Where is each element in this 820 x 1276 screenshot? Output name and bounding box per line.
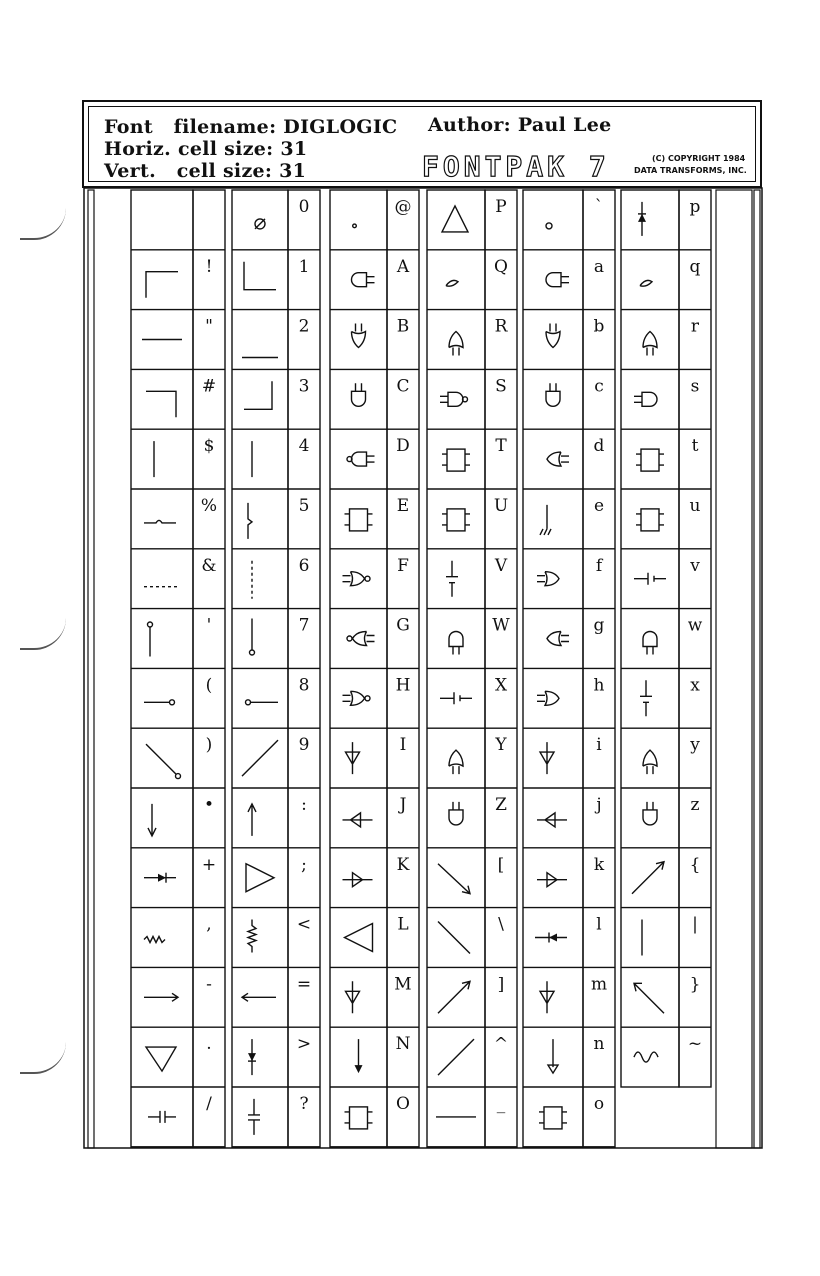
glyph-symbol-or-up	[449, 332, 463, 356]
glyph-symbol-diode-left	[535, 933, 567, 943]
glyph-character: <	[296, 914, 312, 935]
glyph-character: 9	[298, 735, 310, 756]
glyph-symbol-arrow-left	[242, 993, 276, 1001]
glyph-character: v	[690, 555, 700, 576]
glyph-symbol-buffer-left-open	[537, 813, 567, 827]
glyph-character: :	[301, 795, 307, 815]
glyph-character: q	[689, 256, 701, 277]
glyph-symbol-xor-left	[547, 632, 569, 646]
glyph-character: t	[691, 436, 699, 457]
glyph-character: &	[201, 555, 217, 576]
glyph-character: ]	[497, 974, 505, 995]
glyph-symbol-diag-arrow-up	[632, 862, 664, 894]
glyph-symbol-and-down	[449, 802, 463, 825]
glyph-character: 4	[298, 436, 310, 457]
glyph-symbol-flipflop	[345, 509, 373, 531]
symbol-column	[621, 190, 679, 1087]
glyph-symbol-probe-left	[246, 700, 279, 705]
glyph-character: F	[397, 555, 409, 576]
glyph-symbol-nor-right	[343, 572, 371, 586]
glyph-character: #	[201, 376, 217, 397]
glyph-character: I	[399, 735, 407, 756]
glyph-symbol-diag-arrow-down	[438, 864, 470, 894]
glyph-symbol-corner-bl	[244, 262, 276, 290]
glyph-character: R	[494, 316, 508, 337]
glyph-character: (	[205, 675, 213, 696]
horiz-cell-size: Horiz. cell size: 31	[104, 138, 308, 160]
glyph-symbol-arrow-down-open	[548, 1039, 558, 1073]
right-empty-column	[716, 190, 752, 1148]
glyph-character: 8	[298, 675, 310, 696]
glyph-symbol-battery-horizontal	[634, 573, 666, 585]
glyph-symbol-corner-br	[244, 381, 272, 409]
font-filename: Font filename: DIGLOGIC	[104, 116, 398, 138]
right-strip	[754, 190, 760, 1148]
glyph-character: ~	[687, 1034, 703, 1055]
glyph-symbol-amplifier-up	[442, 206, 468, 232]
copyright-line-2: DATA TRANSFORMS, INC.	[634, 166, 747, 175]
glyph-character: $	[203, 436, 215, 457]
glyph-character: 0	[298, 197, 310, 217]
glyph-symbol-xnor-left	[347, 632, 375, 646]
glyph-symbol-and-up	[449, 632, 463, 655]
glyph-character: r	[690, 316, 700, 337]
glyph-symbol-corner-tl	[146, 272, 178, 298]
glyph-symbol-and-down	[352, 383, 366, 406]
glyph-character: p	[689, 197, 701, 217]
glyph-character: 1	[298, 256, 310, 277]
glyph-character: Q	[494, 256, 508, 277]
glyph-symbol-diag-arrow-down-left	[634, 983, 664, 1013]
glyph-symbol-and-down-open	[643, 802, 657, 825]
glyph-symbol-resistor-zigzag	[144, 937, 165, 943]
glyph-symbol-battery-vertical	[640, 680, 652, 716]
glyph-character: o	[593, 1094, 605, 1114]
glyph-symbol-probe-right	[144, 700, 175, 705]
glyph-character: K	[396, 854, 410, 875]
glyph-character: /	[206, 1094, 212, 1114]
glyph-character: m	[590, 974, 608, 995]
glyph-character: }	[689, 974, 701, 995]
glyph-symbol-and-up-open	[643, 632, 657, 655]
glyph-character: ,	[206, 914, 212, 935]
glyph-character: +	[201, 854, 217, 875]
glyph-character: C	[396, 376, 410, 397]
glyph-symbol-resistor-vertical	[248, 920, 256, 953]
glyph-character: _	[496, 1094, 506, 1114]
glyph-character: ^	[493, 1034, 509, 1055]
glyph-symbol-buffer-right	[343, 873, 373, 887]
vert-cell-size: Vert. cell size: 31	[104, 160, 307, 182]
glyph-character: e	[593, 496, 605, 516]
fontpak-logo: FONTPAK 7	[422, 150, 610, 183]
glyph-character: )	[205, 735, 213, 756]
glyph-symbol-dot	[353, 224, 357, 228]
glyph-symbol-arrow-down	[148, 804, 156, 836]
glyph-character: "	[205, 316, 213, 337]
glyph-character: U	[493, 496, 509, 516]
glyph-character: {	[689, 854, 701, 875]
glyph-character: @	[394, 197, 412, 217]
glyph-symbol-buffer-left	[343, 813, 373, 827]
glyph-character: n	[593, 1034, 605, 1055]
glyph-symbol-diode-vertical	[248, 1039, 256, 1075]
glyph-symbol-or-up-open	[643, 332, 657, 356]
glyph-symbol-xor-up-open	[643, 750, 657, 774]
glyph-symbol-buffer-down	[346, 742, 360, 774]
glyph-symbol-buffer-up	[540, 742, 554, 774]
glyph-character: B	[396, 316, 410, 337]
glyph-character: i	[596, 735, 602, 756]
glyph-symbol-arrow-right	[144, 993, 178, 1001]
author: Author: Paul Lee	[428, 114, 612, 136]
glyph-character: j	[596, 795, 602, 815]
glyph-symbol-corner-tr	[146, 391, 176, 417]
glyph-character: X	[494, 675, 508, 696]
glyph-symbol-battery-vertical	[446, 561, 458, 597]
copyright-line-1: (C) COPYRIGHT 1984	[652, 154, 746, 163]
glyph-symbol-capacitor-vertical	[248, 1099, 260, 1135]
glyph-symbol-flipflop	[636, 449, 664, 471]
glyph-character: J	[399, 795, 407, 815]
glyph-symbol-capacitor	[148, 1111, 176, 1123]
glyph-character: 2	[298, 316, 310, 337]
glyph-character: Y	[495, 735, 507, 756]
glyph-symbol-probe-down	[148, 622, 153, 657]
glyph-character: s	[690, 376, 700, 397]
glyph-character: -	[206, 974, 212, 995]
glyph-character: =	[296, 974, 312, 995]
glyph-character: >	[296, 1034, 312, 1055]
glyph-symbol-flipflop	[345, 1107, 373, 1129]
glyph-symbol-buffer-up-small	[540, 981, 554, 1013]
glyph-character: g	[593, 615, 605, 636]
glyph-character: \	[498, 914, 504, 935]
glyph-symbol-diode-vertical-up	[638, 202, 646, 236]
glyph-symbol-amplifier-right	[246, 864, 274, 892]
glyph-character: c	[594, 376, 604, 397]
glyph-character: M	[394, 974, 412, 995]
glyph-character: O	[396, 1094, 410, 1114]
glyph-symbol-small-leaf	[640, 280, 652, 286]
glyph-character: y	[690, 735, 700, 756]
glyph-character: '	[206, 615, 212, 636]
glyph-character: !	[205, 256, 213, 277]
glyph-symbol-diag-up	[438, 1039, 474, 1075]
glyph-symbol-arrow-down-bold	[355, 1039, 363, 1073]
glyph-character: G	[396, 615, 410, 636]
glyph-character: S	[495, 376, 507, 397]
glyph-symbol-flipflop	[442, 509, 470, 531]
glyph-symbol-ground	[540, 505, 551, 535]
glyph-character: h	[593, 675, 605, 696]
glyph-character: d	[593, 436, 605, 457]
glyph-character: V	[494, 555, 508, 576]
glyph-character: f	[595, 555, 603, 576]
glyph-symbol-or-down	[352, 324, 366, 348]
glyph-character: l	[596, 914, 602, 935]
glyph-symbol-small-circle	[546, 223, 552, 229]
glyph-character: [	[497, 854, 505, 875]
glyph-character: w	[687, 615, 703, 636]
glyph-symbol-xor-up	[449, 750, 463, 774]
glyph-symbol-and-left	[352, 273, 375, 287]
glyph-symbol-buffer-down	[346, 981, 360, 1013]
glyph-symbol-diag-up	[242, 740, 278, 776]
glyph-symbol-flipflop	[636, 509, 664, 531]
glyph-character: x	[690, 675, 700, 696]
glyph-character: D	[396, 436, 410, 457]
glyph-character: E	[396, 496, 410, 516]
glyph-character: P	[495, 197, 507, 217]
glyph-symbol-arrow-up	[248, 804, 256, 836]
glyph-character: •	[203, 795, 215, 815]
glyph-symbol-and-right	[634, 392, 657, 406]
glyph-character: a	[593, 256, 605, 277]
glyph-symbol-null-circle	[255, 219, 265, 229]
glyph-character: N	[395, 1034, 411, 1055]
glyph-character: L	[397, 914, 409, 935]
glyph-symbol-or-right	[537, 572, 559, 586]
glyph-character: ;	[301, 854, 307, 875]
glyph-character: %	[200, 496, 218, 516]
glyph-symbol-sine	[634, 1052, 658, 1062]
glyph-character: .	[206, 1034, 212, 1055]
glyph-character: W	[492, 615, 510, 636]
glyph-symbol-diag-probe	[146, 744, 181, 779]
glyph-symbol-nand-right	[440, 392, 468, 406]
glyph-symbol-or-down-open	[546, 324, 560, 348]
glyph-symbol-xnor-right	[343, 691, 371, 705]
glyph-symbol-xor-right	[537, 691, 559, 705]
glyph-symbol-battery-horizontal	[440, 692, 472, 704]
glyph-symbol-triangle-down	[146, 1047, 176, 1071]
glyph-symbol-diag-arrow-up	[438, 981, 470, 1013]
glyph-symbol-flipflop	[539, 1107, 567, 1129]
glyph-symbol-amplifier-left	[345, 924, 373, 952]
glyph-character: b	[593, 316, 605, 337]
glyph-character: T	[495, 436, 507, 457]
glyph-character: 5	[298, 496, 310, 516]
glyph-character: Z	[495, 795, 507, 815]
glyph-symbol-or-left	[547, 452, 569, 466]
glyph-symbol-probe-up	[250, 619, 255, 656]
glyph-character: A	[396, 256, 410, 277]
glyph-symbol-and-left-open	[546, 273, 569, 287]
glyph-character: 7	[298, 615, 310, 636]
glyph-character: 3	[298, 376, 310, 397]
glyph-character: H	[395, 675, 411, 696]
glyph-symbol-brace	[248, 503, 252, 539]
glyph-symbol-diag-down	[438, 922, 470, 954]
glyph-symbol-resistor-small	[144, 520, 176, 523]
glyph-symbol-flipflop	[442, 449, 470, 471]
glyph-character: `	[594, 197, 604, 217]
glyph-character: k	[593, 854, 605, 875]
glyph-symbol-nand-left	[347, 452, 375, 466]
glyph-symbol-diode-right	[144, 873, 176, 883]
glyph-character: |	[692, 914, 698, 935]
glyph-character: u	[689, 496, 701, 516]
glyph-symbol-buffer-right-open	[537, 873, 567, 887]
glyph-symbol-and-down-open	[546, 383, 560, 406]
glyph-character: ?	[299, 1094, 309, 1114]
glyph-character: 6	[298, 555, 310, 576]
glyph-symbol-small-leaf	[446, 280, 458, 286]
glyph-character: z	[690, 795, 700, 815]
left-strip	[88, 190, 94, 1148]
